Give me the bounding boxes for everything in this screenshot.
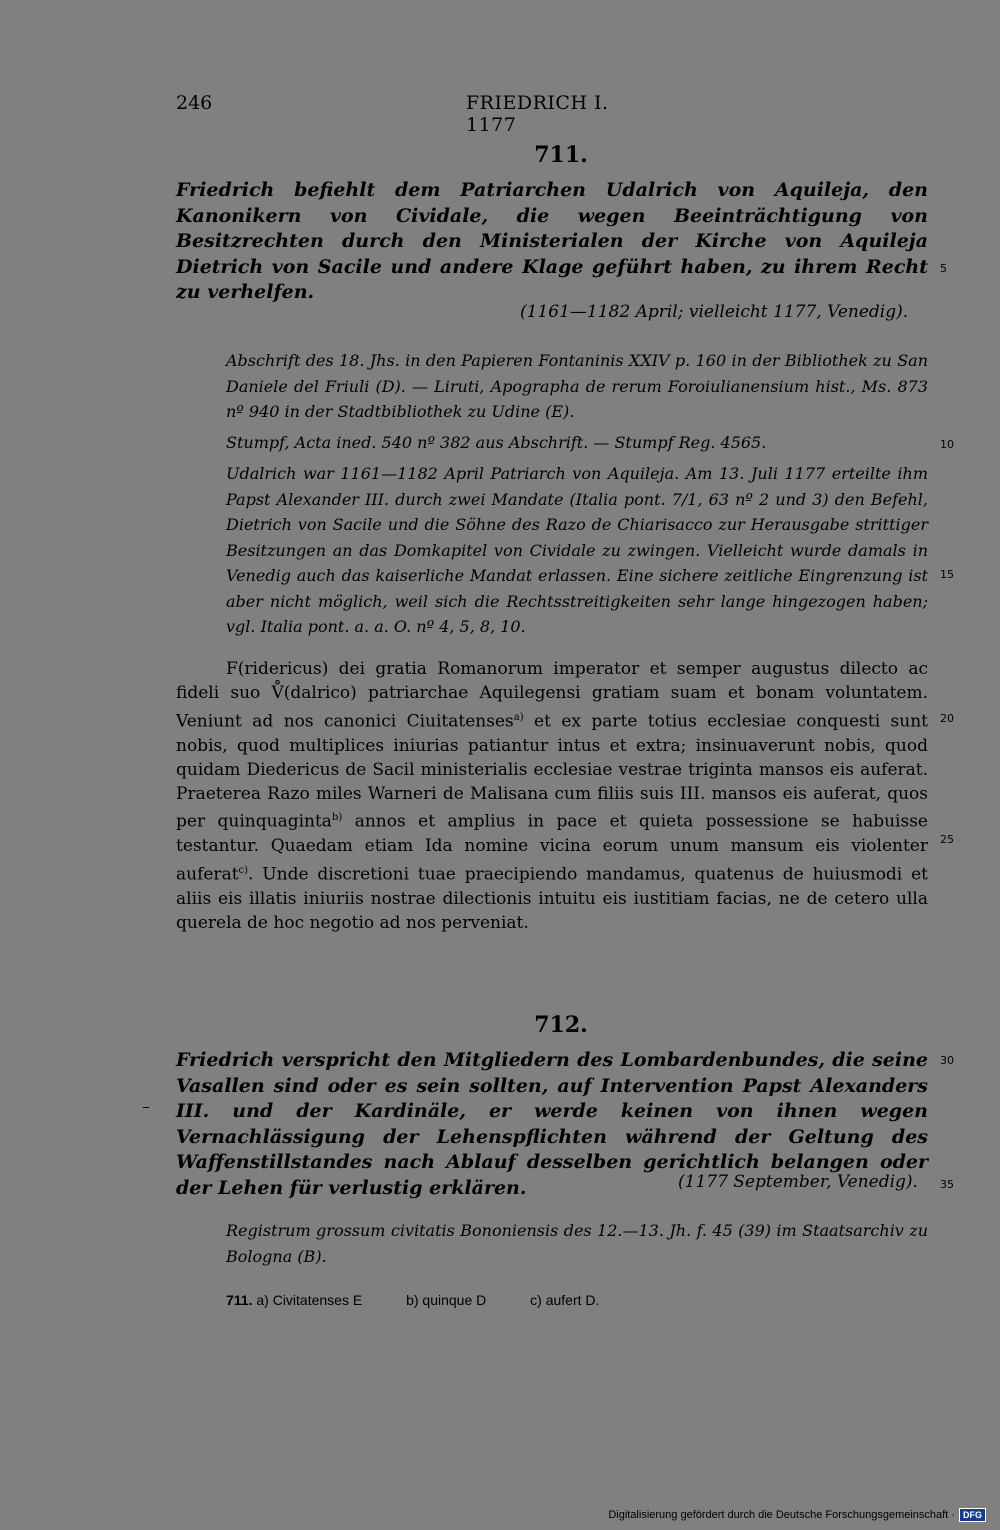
doc-711-commentary: Udalrich war 1161—1182 April Patriarch von Aquileja. Am 13. Juli 1177 erteilte ihm Papst Alexander III. durch zwei Mandate (Italia pont. 7/1, 63 nº 2 und 3) den Befehl, Dietrich von Sacile und die Söhne des Razo de Chiarisacco zur Herausgabe strittiger Besitzungen an das Domkapitel von Cividale zu zwingen. Vielleicht wurde damals in Venedig auch das kaiserliche Mandat erlassen. Eine sichere zeitliche Eingrenzung ist aber nicht möglich, weil sich die Rechtsstreitigkeiten sehr lange hingezogen haben; vgl. Italia pont. a. a. O. nº 4, 5, 8, 10. (226, 464, 928, 636)
line-number-5: 5 (940, 262, 947, 275)
text-part-4: . Unde discretioni tuae praecipiendo mandamus, quatenus de huiusmodi et aliis eis illatis iniuriis nostrae dilectionis intuitu eis iustitiam facias, ne de cetero ulla querela de hoc negotio ad nos perveniat. (176, 864, 928, 933)
page-number: 246 (176, 92, 213, 114)
footnote-doc-number: 711. (226, 1292, 253, 1308)
page-header (176, 92, 656, 136)
doc-712-tradition: Registrum grossum civitatis Bononiensis des 12.—13. Jh. f. 45 (39) im Staatsarchiv zu Bologna (B). (226, 1221, 928, 1266)
line-number-35: 35 (940, 1178, 954, 1191)
line-number-10: 10 (940, 438, 954, 451)
dfg-logo[interactable]: DFG (959, 1508, 986, 1522)
footnote-a: a) Civitatenses E (256, 1292, 363, 1308)
footnote-b: b) quinque D (406, 1292, 487, 1308)
doc-711-number: 711. (534, 142, 588, 168)
line-number-30: 30 (940, 1054, 954, 1067)
doc-711-tradition: Abschrift des 18. Jhs. in den Papieren Fontaninis XXIV p. 160 in der Bibliothek zu San Daniele del Friuli (D). — Liruti, Apographa de rerum Foroiulianensium hist., Ms. 873 nº 940 in der Stadtbibliothek zu Udine (E). (226, 351, 928, 421)
footnote-ref-a[interactable]: a) (513, 711, 524, 723)
doc-712-date: (1177 September, Venedig). (678, 1172, 918, 1192)
doc-711-date: (1161—1182 April; vielleicht 1177, Venedig). (520, 302, 909, 322)
line-number-25: 25 (940, 833, 954, 846)
footnote-c: c) aufert D. (530, 1292, 600, 1308)
line-number-20: 20 (940, 712, 954, 725)
footnotes (226, 1292, 726, 1308)
text-part-2: et ex parte totius ecclesiae conquesti sunt nobis, quod multiplices iniurias patiantur intus et extra; insinuaverunt nobis, quod quidam Diedericus de Sacil ministerialis ecclesiae vestrae triginta mansos eis auferat. Praeterea Razo miles Warneri de Malisana cum filiis suis III. mansos eis auferat, quos per quinquaginta (176, 711, 928, 833)
doc-711-text (176, 657, 928, 935)
running-title: FRIEDRICH I. 1177 (466, 92, 609, 136)
doc-712-number: 712. (534, 1012, 588, 1038)
line-number-15: 15 (940, 568, 954, 581)
footnote-ref-b[interactable]: b) (331, 812, 343, 824)
margin-mark (143, 1107, 149, 1108)
footnote-ref-c[interactable]: c) (238, 864, 249, 876)
credit-text: Digitalisierung gefördert durch die Deutsche Forschungsgemeinschaft · (608, 1509, 955, 1521)
text-part-1: F(ridericus) dei gratia Romanorum imperator et semper augustus dilecto ac fideli suo V̊(dalrico) patriarchae Aquilegensi gratiam suam et bonam voluntatem. Veniunt ad nos canonici Ciuitatenses (176, 659, 928, 732)
doc-711-summary: Friedrich befiehlt dem Patriarchen Udalrich von Aquileja, den Kanonikern von Cividale, die wegen Beeinträchtigung von Besitzrechten durch den Ministerialen der Kirche von Aquileja Dietrich von Sacile und andere Klage geführt haben, zu ihrem Recht zu verhelfen. (176, 179, 928, 303)
text-part-3: annos et amplius in pace et quieta possessione se habuisse testantur. Quaedam etiam Ida nomine vicina eorum unum mansum eis violenter auferat (176, 812, 928, 885)
credit-line (608, 1508, 986, 1522)
doc-712-summary: Friedrich verspricht den Mitgliedern des Lombardenbundes, die seine Vasallen sind oder es sein sollten, auf Intervention Papst Alexanders III. und der Kardinäle, er werde keinen von ihnen wegen Vernachlässigung der Lehenspflichten während der Geltung des Waffenstillstandes nach Ablauf desselben gerichtlich belangen oder der Lehen für verlustig erklären. (176, 1049, 928, 1199)
doc-711-print: Stumpf, Acta ined. 540 nº 382 aus Abschrift. — Stumpf Reg. 4565. (226, 433, 767, 452)
